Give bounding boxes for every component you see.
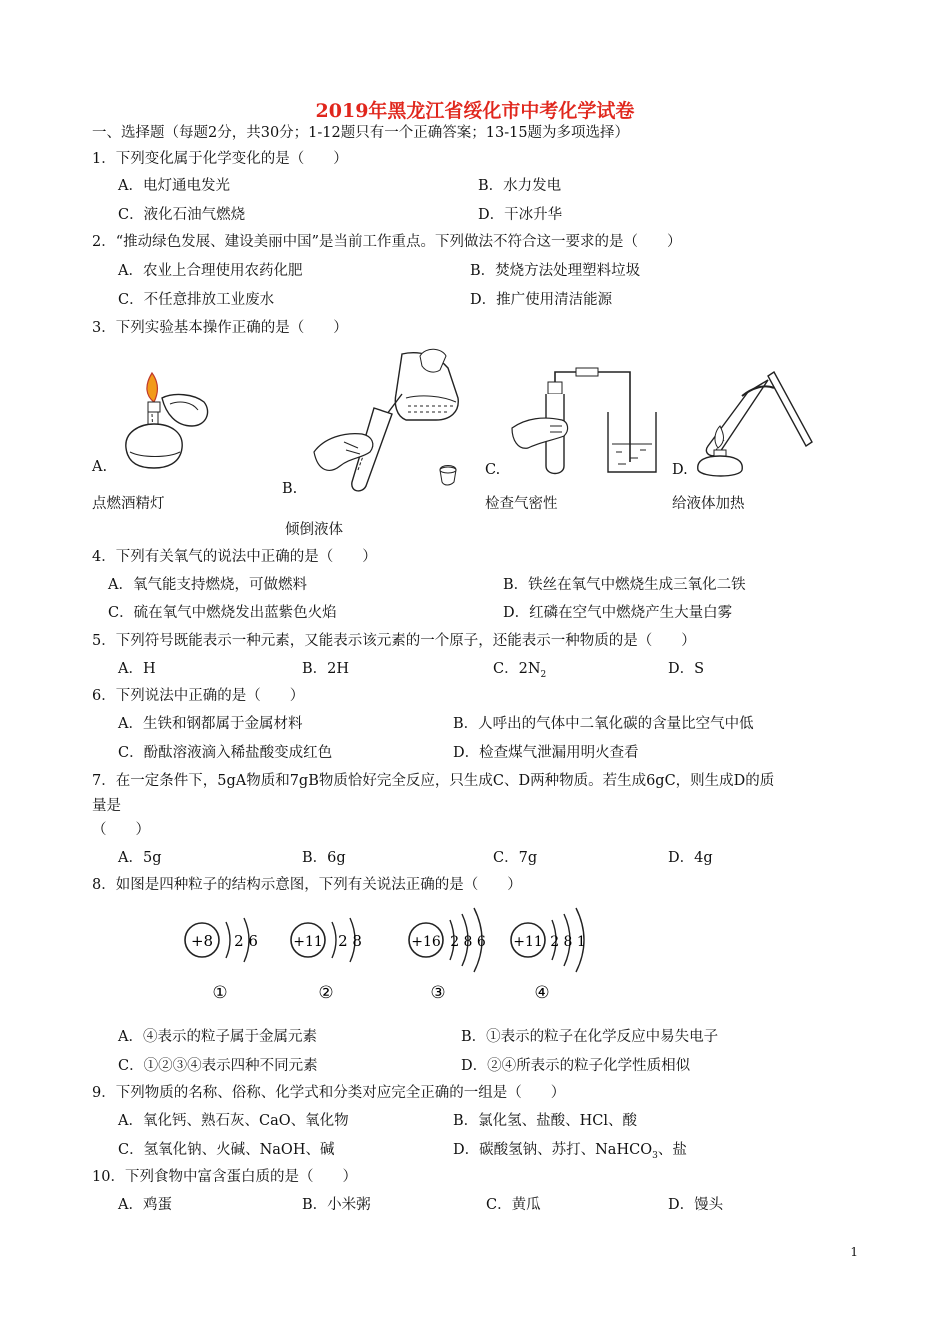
q2-option-d: D．推广使用清洁能源 bbox=[470, 292, 613, 308]
q1-option-b: B．水力发电 bbox=[478, 178, 562, 194]
fig-b-letter: B. bbox=[282, 481, 298, 497]
q6-option-c: C．酚酞溶液滴入稀盐酸变成红色 bbox=[118, 745, 333, 761]
q2-option-b: B．焚烧方法处理塑料垃圾 bbox=[470, 263, 641, 279]
page-title: 2019年黑龙江省绥化市中考化学试卷 bbox=[315, 100, 635, 122]
q4-option-b: B．铁丝在氧气中燃烧生成三氧化二铁 bbox=[503, 577, 746, 593]
atom-3 bbox=[409, 908, 486, 1003]
q10-option-d: D．馒头 bbox=[668, 1197, 724, 1213]
atom-1-nucleus: +8 bbox=[190, 932, 214, 950]
question-6-stem: 6．下列说法中正确的是（ ） bbox=[92, 688, 305, 704]
atom-structure-figure bbox=[170, 898, 600, 1008]
q7-option-b: B．6g bbox=[302, 850, 346, 866]
q5-option-d: D．S bbox=[668, 661, 705, 677]
question-7-answer-blank: （ ） bbox=[92, 822, 150, 838]
q6-option-b: B．人呼出的气体中二氧化碳的含量比空气中低 bbox=[453, 716, 754, 732]
atom-4-nucleus: +11 bbox=[513, 934, 543, 950]
atom-1-label: ① bbox=[212, 983, 228, 1003]
q6-option-a: A．生铁和钢都属于金属材料 bbox=[118, 716, 303, 732]
question-4-stem: 4．下列有关氧气的说法中正确的是（ ） bbox=[92, 549, 377, 565]
q7-option-a: A．5g bbox=[118, 850, 162, 866]
question-2-stem: 2．“推动绿色发展、建设美丽中国”是当前工作重点。下列做法不符合这一要求的是（ ） bbox=[92, 234, 682, 250]
q8-option-d: D．②④所表示的粒子化学性质相似 bbox=[461, 1058, 691, 1074]
q1-option-a: A．电灯通电发光 bbox=[118, 178, 230, 194]
fig-a-caption: 点燃酒精灯 bbox=[92, 496, 165, 512]
fig-d-letter: D. bbox=[672, 462, 688, 478]
q1-option-d: D．干冰升华 bbox=[478, 207, 563, 223]
q8-option-b: B．①表示的粒子在化学反应中易失电子 bbox=[461, 1029, 719, 1045]
question-9-stem: 9．下列物质的名称、俗称、化学式和分类对应完全正确的一组是（ ） bbox=[92, 1085, 566, 1101]
atom-4-label: ④ bbox=[534, 983, 550, 1003]
atom-2-nucleus: +11 bbox=[293, 934, 323, 950]
section-heading: 一、选择题（每题2分，共30分；1-12题只有一个正确答案；13-15题为多项选择） bbox=[92, 125, 630, 141]
atom-4-shells: 2 8 1 bbox=[550, 934, 586, 950]
q5-option-b: B．2H bbox=[302, 661, 350, 677]
q2-option-a: A．农业上合理使用农药化肥 bbox=[118, 263, 303, 279]
q9-option-a: A．氧化钙、熟石灰、CaO、氧化物 bbox=[118, 1113, 349, 1129]
fig-d-caption: 给液体加热 bbox=[672, 496, 745, 512]
atom-3-shells: 2 8 6 bbox=[450, 934, 486, 950]
fig-c-letter: C. bbox=[485, 462, 501, 478]
question-5-stem: 5．下列符号既能表示一种元素，又能表示该元素的一个原子，还能表示一种物质的是（ ） bbox=[92, 633, 696, 649]
q7-option-d: D．4g bbox=[668, 850, 713, 866]
alcohol-lamp-figure bbox=[118, 368, 218, 473]
q2-option-c: C．不任意排放工业废水 bbox=[118, 292, 275, 308]
fig-a-letter: A. bbox=[92, 459, 108, 475]
atom-1-shells: 2 6 bbox=[234, 932, 258, 950]
heating-liquid-figure bbox=[690, 370, 820, 480]
airtightness-check-figure bbox=[510, 364, 670, 479]
q8-option-c: C．①②③④表示四种不同元素 bbox=[118, 1058, 318, 1074]
page-number: 1 bbox=[850, 1245, 858, 1259]
q6-option-d: D．检查煤气泄漏用明火查看 bbox=[453, 745, 639, 761]
atom-2-label: ② bbox=[318, 983, 334, 1003]
q5-option-c: C．$2N_2$ bbox=[493, 661, 547, 680]
fig-c-caption: 检查气密性 bbox=[485, 496, 558, 512]
q1-option-c: C．液化石油气燃烧 bbox=[118, 207, 246, 223]
question-7-stem-cont: 量是 bbox=[92, 798, 121, 814]
pouring-liquid-figure bbox=[310, 348, 470, 493]
question-1-stem: 1．下列变化属于化学变化的是（ ） bbox=[92, 151, 348, 167]
q10-option-b: B．小米粥 bbox=[302, 1197, 371, 1213]
atom-2-shells: 2 8 bbox=[338, 932, 362, 950]
atom-1 bbox=[185, 918, 258, 1003]
question-10-stem: 10．下列食物中富含蛋白质的是（ ） bbox=[92, 1169, 357, 1185]
q8-option-a: A．④表示的粒子属于金属元素 bbox=[118, 1029, 317, 1045]
fig-b-caption: 倾倒液体 bbox=[285, 522, 343, 538]
q4-option-c: C．硫在氧气中燃烧发出蓝紫色火焰 bbox=[108, 605, 337, 621]
atom-3-nucleus: +16 bbox=[411, 934, 441, 950]
atom-4 bbox=[511, 908, 586, 1003]
q4-option-d: D．红磷在空气中燃烧产生大量白雾 bbox=[503, 605, 733, 621]
question-3-stem: 3．下列实验基本操作正确的是（ ） bbox=[92, 320, 348, 336]
atom-2 bbox=[291, 918, 362, 1003]
q4-option-a: A．氧气能支持燃烧，可做燃料 bbox=[108, 577, 307, 593]
question-7-stem: 7．在一定条件下，5gA物质和7gB物质恰好完全反应，只生成C、D两种物质。若生成6gC，则生成D的质 bbox=[92, 773, 775, 789]
q9-option-c: C．氢氧化钠、火碱、NaOH、碱 bbox=[118, 1142, 335, 1158]
q10-option-c: C．黄瓜 bbox=[486, 1197, 541, 1213]
q9-option-b: B．氯化氢、盐酸、HCl、酸 bbox=[453, 1113, 638, 1129]
q5-option-a: A．H bbox=[118, 661, 156, 677]
q7-option-c: C．7g bbox=[493, 850, 538, 866]
question-8-stem: 8．如图是四种粒子的结构示意图，下列有关说法正确的是（ ） bbox=[92, 877, 522, 893]
atom-3-label: ③ bbox=[430, 983, 446, 1003]
q10-option-a: A．鸡蛋 bbox=[118, 1197, 172, 1213]
q9-option-d: D．碳酸氢钠、苏打、NaHCO$_3$、盐 bbox=[453, 1142, 687, 1161]
